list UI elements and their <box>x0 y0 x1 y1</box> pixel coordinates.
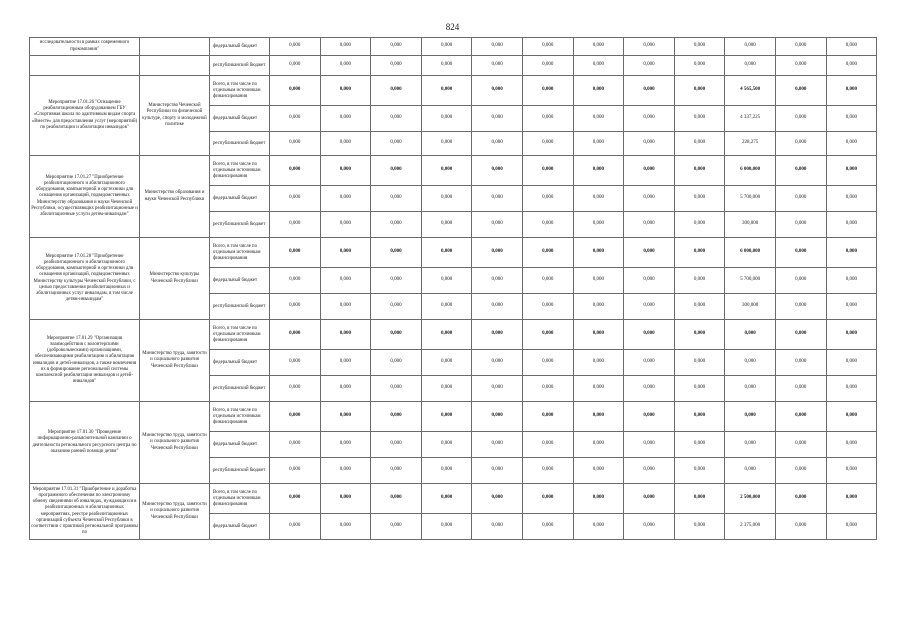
value-cell: 0,000 <box>522 76 573 106</box>
value-cell: 0,000 <box>421 432 472 458</box>
event-name: Мероприятие 17.01.27 "Приобретение реабилитационного и абилитационного оборудования, компьютерной и оргтехники для оснащения организаций, подведомственных Министерству образования и науки Чеченской Республики, осуществляющих реабилитационные и абилитационные услуги детям-инвалидам" <box>30 156 140 238</box>
value-cell: 0,000 <box>371 156 422 186</box>
value-cell: 0,000 <box>320 402 371 432</box>
value-cell: 0,000 <box>624 294 675 320</box>
value-cell: 0,000 <box>725 320 776 350</box>
value-cell: 0,000 <box>674 458 725 484</box>
value-cell: 0,000 <box>421 402 472 432</box>
value-cell: 0,000 <box>674 132 725 156</box>
value-cell: 0,000 <box>674 268 725 294</box>
value-cell: 0,000 <box>775 294 826 320</box>
value-cell: 0,000 <box>421 484 472 514</box>
fund-label: республиканский бюджет <box>210 294 270 320</box>
value-cell: 0,000 <box>826 376 877 402</box>
event-name: Мероприятие 17.01.30 "Проведение информационно-разъяснительной кампании о деятельности регионального ресурсного центра по оказанию ранней помощи детям" <box>30 402 140 484</box>
value-cell: 0,000 <box>624 432 675 458</box>
value-cell: 0,000 <box>674 76 725 106</box>
fund-label: республиканский бюджет <box>210 56 270 76</box>
value-cell: 228,275 <box>725 132 776 156</box>
table-row <box>30 402 877 432</box>
value-cell: 0,000 <box>270 376 321 402</box>
value-cell: 0,000 <box>674 56 725 76</box>
value-cell: 0,000 <box>270 458 321 484</box>
value-cell: 0,000 <box>775 458 826 484</box>
table-row <box>30 56 877 76</box>
fund-label: республиканский бюджет <box>210 458 270 484</box>
value-cell: 0,000 <box>826 432 877 458</box>
value-cell: 0,000 <box>320 432 371 458</box>
value-cell: 0,000 <box>775 186 826 212</box>
value-cell: 0,000 <box>472 320 523 350</box>
value-cell: 0,000 <box>826 156 877 186</box>
value-cell: 0,000 <box>270 186 321 212</box>
value-cell: 0,000 <box>573 106 624 132</box>
value-cell: 0,000 <box>371 38 422 56</box>
value-cell: 0,000 <box>624 484 675 514</box>
value-cell: 0,000 <box>270 76 321 106</box>
value-cell: 0,000 <box>573 350 624 376</box>
value-cell: 4 337,225 <box>725 106 776 132</box>
value-cell: 0,000 <box>725 350 776 376</box>
value-cell: 300,000 <box>725 294 776 320</box>
value-cell: 0,000 <box>320 294 371 320</box>
value-cell: 0,000 <box>826 320 877 350</box>
value-cell: 0,000 <box>573 484 624 514</box>
table-row <box>30 76 877 106</box>
value-cell: 0,000 <box>371 212 422 238</box>
value-cell: 0,000 <box>320 238 371 268</box>
value-cell: 0,000 <box>371 402 422 432</box>
value-cell: 0,000 <box>421 350 472 376</box>
value-cell: 0,000 <box>371 106 422 132</box>
value-cell: 0,000 <box>421 38 472 56</box>
value-cell: 0,000 <box>421 268 472 294</box>
fund-label: федеральный бюджет <box>210 106 270 132</box>
value-cell: 0,000 <box>522 238 573 268</box>
value-cell: 0,000 <box>522 402 573 432</box>
event-name <box>30 56 140 76</box>
value-cell: 0,000 <box>674 514 725 540</box>
table-row <box>30 156 877 186</box>
event-name: исследовательности в рамках соврeменного прокомпания" <box>30 38 140 56</box>
value-cell: 0,000 <box>674 156 725 186</box>
value-cell: 0,000 <box>624 350 675 376</box>
value-cell: 0,000 <box>775 432 826 458</box>
fund-label: федеральный бюджет <box>210 38 270 56</box>
value-cell: 0,000 <box>522 350 573 376</box>
value-cell: 0,000 <box>624 186 675 212</box>
value-cell: 0,000 <box>421 76 472 106</box>
value-cell: 0,000 <box>320 514 371 540</box>
value-cell: 0,000 <box>421 458 472 484</box>
table-row <box>30 484 877 514</box>
value-cell: 0,000 <box>320 156 371 186</box>
fund-label: республиканский бюджет <box>210 376 270 402</box>
value-cell: 0,000 <box>472 238 523 268</box>
value-cell: 0,000 <box>624 458 675 484</box>
value-cell: 0,000 <box>320 186 371 212</box>
value-cell: 0,000 <box>472 38 523 56</box>
value-cell: 0,000 <box>573 38 624 56</box>
value-cell: 0,000 <box>725 458 776 484</box>
value-cell: 0,000 <box>270 156 321 186</box>
value-cell: 0,000 <box>371 514 422 540</box>
fund-label: Всего, в том числе по отдельным источникам финансирования <box>210 484 270 514</box>
value-cell: 0,000 <box>573 432 624 458</box>
value-cell: 0,000 <box>371 132 422 156</box>
value-cell: 0,000 <box>270 212 321 238</box>
value-cell: 0,000 <box>725 402 776 432</box>
fund-label: Всего, в том числе по отдельным источникам финансирования <box>210 156 270 186</box>
value-cell: 0,000 <box>472 106 523 132</box>
value-cell: 0,000 <box>674 320 725 350</box>
value-cell: 0,000 <box>624 402 675 432</box>
value-cell: 0,000 <box>472 484 523 514</box>
value-cell: 0,000 <box>826 186 877 212</box>
value-cell: 0,000 <box>674 432 725 458</box>
value-cell: 0,000 <box>775 402 826 432</box>
value-cell: 0,000 <box>573 268 624 294</box>
value-cell: 0,000 <box>421 186 472 212</box>
value-cell: 0,000 <box>674 106 725 132</box>
value-cell: 0,000 <box>472 76 523 106</box>
value-cell: 0,000 <box>270 268 321 294</box>
value-cell: 0,000 <box>522 56 573 76</box>
value-cell: 0,000 <box>522 106 573 132</box>
fund-label: республиканский бюджет <box>210 212 270 238</box>
value-cell: 0,000 <box>320 38 371 56</box>
value-cell: 0,000 <box>270 38 321 56</box>
value-cell: 0,000 <box>472 402 523 432</box>
value-cell: 0,000 <box>472 212 523 238</box>
value-cell: 0,000 <box>421 238 472 268</box>
value-cell: 0,000 <box>421 212 472 238</box>
value-cell: 0,000 <box>573 156 624 186</box>
value-cell: 6 000,000 <box>725 156 776 186</box>
value-cell: 0,000 <box>674 484 725 514</box>
value-cell: 2 500,000 <box>725 484 776 514</box>
value-cell: 0,000 <box>522 38 573 56</box>
value-cell: 0,000 <box>421 132 472 156</box>
value-cell: 0,000 <box>320 320 371 350</box>
value-cell: 0,000 <box>826 350 877 376</box>
value-cell: 0,000 <box>624 320 675 350</box>
value-cell: 0,000 <box>573 186 624 212</box>
value-cell: 0,000 <box>624 238 675 268</box>
executor-cell: Министерство культуры Чеченской Республики <box>140 238 210 320</box>
value-cell: 0,000 <box>573 514 624 540</box>
value-cell: 0,000 <box>371 432 422 458</box>
value-cell: 0,000 <box>775 514 826 540</box>
value-cell: 0,000 <box>522 212 573 238</box>
value-cell: 0,000 <box>472 376 523 402</box>
event-name: Мероприятие 17.01.31 "Приобретение и доработка программного обеспечения по электронному обмену сведениями об инвалидах, нуждающихся в реабилитационных и абилитационных мероприятиях, реестре реабилитационных организаций субъекта Чеченской Республики в соответствии с практикой региональной программы по <box>30 484 140 540</box>
executor-cell: Министерство труда, занятости и социального развития Чеченской Республики <box>140 320 210 402</box>
value-cell: 0,000 <box>826 458 877 484</box>
value-cell: 0,000 <box>674 294 725 320</box>
value-cell: 0,000 <box>725 38 776 56</box>
value-cell: 0,000 <box>320 458 371 484</box>
value-cell: 0,000 <box>320 350 371 376</box>
value-cell: 0,000 <box>472 56 523 76</box>
value-cell: 0,000 <box>826 106 877 132</box>
fund-label: Всего, в том числе по отдельным источникам финансирования <box>210 402 270 432</box>
value-cell: 0,000 <box>624 106 675 132</box>
value-cell: 0,000 <box>472 350 523 376</box>
value-cell: 0,000 <box>522 514 573 540</box>
value-cell: 0,000 <box>522 376 573 402</box>
value-cell: 0,000 <box>421 106 472 132</box>
value-cell: 0,000 <box>522 458 573 484</box>
value-cell: 0,000 <box>674 238 725 268</box>
value-cell: 0,000 <box>775 484 826 514</box>
value-cell: 0,000 <box>472 186 523 212</box>
value-cell: 0,000 <box>371 268 422 294</box>
event-name: Мероприятие 17.01.28 "Приобретение реабилитационного и абилитационного оборудования, компьютерной и оргтехники для оснащения организаций, подведомственных Министерству культуры Чеченской Республики, с целью предоставления реабилитационных и абилитационных услуг инвалидам, в том числе детям-инвалидам" <box>30 238 140 320</box>
value-cell: 0,000 <box>674 376 725 402</box>
value-cell: 0,000 <box>775 56 826 76</box>
fund-label: Всего, в том числе по отдельным источникам финансирования <box>210 76 270 106</box>
value-cell: 0,000 <box>826 294 877 320</box>
executor-cell: Министерство труда, занятости и социального развития Чеченской Республики <box>140 484 210 540</box>
value-cell: 2 375,000 <box>725 514 776 540</box>
value-cell: 0,000 <box>573 402 624 432</box>
executor-cell: Министерство образования и науки Чеченской Республики <box>140 156 210 238</box>
value-cell: 0,000 <box>472 458 523 484</box>
executor-cell <box>140 56 210 76</box>
value-cell: 5 700,000 <box>725 186 776 212</box>
value-cell: 0,000 <box>270 514 321 540</box>
value-cell: 0,000 <box>270 238 321 268</box>
value-cell: 0,000 <box>775 212 826 238</box>
value-cell: 0,000 <box>826 268 877 294</box>
value-cell: 0,000 <box>371 376 422 402</box>
value-cell: 0,000 <box>270 56 321 76</box>
value-cell: 0,000 <box>270 294 321 320</box>
fund-label: федеральный бюджет <box>210 432 270 458</box>
value-cell: 0,000 <box>270 402 321 432</box>
value-cell: 0,000 <box>775 38 826 56</box>
value-cell: 0,000 <box>371 76 422 106</box>
value-cell: 0,000 <box>775 106 826 132</box>
value-cell: 0,000 <box>421 376 472 402</box>
executor-cell: Министерство труда, занятости и социального развития Чеченской Республики <box>140 402 210 484</box>
fund-label: Всего, в том числе по отдельным источникам финансирования <box>210 320 270 350</box>
value-cell: 0,000 <box>775 350 826 376</box>
value-cell: 0,000 <box>270 132 321 156</box>
value-cell: 0,000 <box>624 376 675 402</box>
value-cell: 0,000 <box>522 432 573 458</box>
value-cell: 0,000 <box>674 186 725 212</box>
value-cell: 0,000 <box>573 212 624 238</box>
value-cell: 0,000 <box>371 294 422 320</box>
value-cell: 0,000 <box>270 484 321 514</box>
value-cell: 0,000 <box>826 132 877 156</box>
value-cell: 300,000 <box>725 212 776 238</box>
value-cell: 0,000 <box>826 76 877 106</box>
value-cell: 4 565,500 <box>725 76 776 106</box>
value-cell: 0,000 <box>522 268 573 294</box>
value-cell: 0,000 <box>522 186 573 212</box>
value-cell: 0,000 <box>826 402 877 432</box>
value-cell: 0,000 <box>826 238 877 268</box>
value-cell: 0,000 <box>320 76 371 106</box>
value-cell: 0,000 <box>624 76 675 106</box>
value-cell: 0,000 <box>320 212 371 238</box>
value-cell: 0,000 <box>624 132 675 156</box>
value-cell: 0,000 <box>320 376 371 402</box>
value-cell: 0,000 <box>371 56 422 76</box>
value-cell: 0,000 <box>775 238 826 268</box>
value-cell: 0,000 <box>624 156 675 186</box>
table-row <box>30 238 877 268</box>
fund-label: федеральный бюджет <box>210 350 270 376</box>
value-cell: 0,000 <box>371 350 422 376</box>
fund-label: федеральный бюджет <box>210 268 270 294</box>
value-cell: 0,000 <box>421 156 472 186</box>
value-cell: 0,000 <box>775 268 826 294</box>
value-cell: 0,000 <box>674 212 725 238</box>
value-cell: 0,000 <box>826 514 877 540</box>
value-cell: 0,000 <box>573 238 624 268</box>
value-cell: 0,000 <box>624 268 675 294</box>
value-cell: 0,000 <box>320 56 371 76</box>
value-cell: 0,000 <box>421 514 472 540</box>
value-cell: 0,000 <box>624 212 675 238</box>
page-number: 824 <box>445 22 460 32</box>
table-row <box>30 320 877 350</box>
value-cell: 0,000 <box>371 238 422 268</box>
value-cell: 0,000 <box>674 402 725 432</box>
value-cell: 0,000 <box>270 432 321 458</box>
fund-label: республиканский бюджет <box>210 132 270 156</box>
value-cell: 0,000 <box>826 484 877 514</box>
value-cell: 0,000 <box>472 432 523 458</box>
value-cell: 0,000 <box>573 320 624 350</box>
value-cell: 0,000 <box>270 320 321 350</box>
value-cell: 0,000 <box>775 320 826 350</box>
value-cell: 0,000 <box>472 156 523 186</box>
value-cell: 0,000 <box>573 76 624 106</box>
value-cell: 0,000 <box>320 132 371 156</box>
value-cell: 0,000 <box>573 56 624 76</box>
value-cell: 0,000 <box>320 484 371 514</box>
value-cell: 0,000 <box>522 156 573 186</box>
value-cell: 0,000 <box>775 156 826 186</box>
value-cell: 0,000 <box>674 350 725 376</box>
value-cell: 0,000 <box>674 38 725 56</box>
value-cell: 0,000 <box>421 294 472 320</box>
value-cell: 0,000 <box>624 514 675 540</box>
value-cell: 0,000 <box>573 376 624 402</box>
value-cell: 0,000 <box>522 132 573 156</box>
value-cell: 0,000 <box>775 376 826 402</box>
value-cell: 0,000 <box>826 56 877 76</box>
value-cell: 0,000 <box>775 76 826 106</box>
fund-label: федеральный бюджет <box>210 186 270 212</box>
table-row <box>30 38 877 56</box>
fund-label: Всего, в том числе по отдельным источникам финансирования <box>210 238 270 268</box>
value-cell: 0,000 <box>371 186 422 212</box>
value-cell: 0,000 <box>725 376 776 402</box>
fund-label: федеральный бюджет <box>210 514 270 540</box>
value-cell: 0,000 <box>573 294 624 320</box>
value-cell: 5 700,000 <box>725 268 776 294</box>
value-cell: 0,000 <box>624 38 675 56</box>
value-cell: 0,000 <box>522 294 573 320</box>
value-cell: 0,000 <box>421 56 472 76</box>
budget-table <box>29 37 877 540</box>
value-cell: 0,000 <box>421 320 472 350</box>
value-cell: 0,000 <box>320 106 371 132</box>
value-cell: 0,000 <box>371 484 422 514</box>
executor-cell: Министерство Чеченской Республики по физической культуре, спорту и молодежной политике <box>140 76 210 156</box>
value-cell: 0,000 <box>725 432 776 458</box>
value-cell: 6 000,000 <box>725 238 776 268</box>
event-name: Мероприятие 17.01.29 "Организация взаимодействия с волонтерскими (добровольческими) организациями, обеспечивающими реабилитацию и абилитацию инвалидов и детей-инвалидов, а также вовлечения их в формирование региональной системы комплексной реабилитации инвалидов и детей-инвалидов" <box>30 320 140 402</box>
value-cell: 0,000 <box>725 56 776 76</box>
value-cell: 0,000 <box>826 38 877 56</box>
value-cell: 0,000 <box>472 294 523 320</box>
value-cell: 0,000 <box>624 56 675 76</box>
value-cell: 0,000 <box>472 132 523 156</box>
value-cell: 0,000 <box>472 514 523 540</box>
value-cell: 0,000 <box>573 458 624 484</box>
value-cell: 0,000 <box>522 484 573 514</box>
value-cell: 0,000 <box>472 268 523 294</box>
event-name: Мероприятие 17.01.26 "Оснащение реабилитационным оборудованием ГБУ «Спортивная школа по адаптивным видам спорта «Вместе» для предоставления услуг (мероприятий) по реабилитации и абилитации инвалидов" <box>30 76 140 156</box>
value-cell: 0,000 <box>775 132 826 156</box>
value-cell: 0,000 <box>573 132 624 156</box>
executor-cell <box>140 38 210 56</box>
value-cell: 0,000 <box>270 350 321 376</box>
value-cell: 0,000 <box>320 268 371 294</box>
value-cell: 0,000 <box>522 320 573 350</box>
value-cell: 0,000 <box>270 106 321 132</box>
value-cell: 0,000 <box>826 212 877 238</box>
value-cell: 0,000 <box>371 458 422 484</box>
value-cell: 0,000 <box>371 320 422 350</box>
